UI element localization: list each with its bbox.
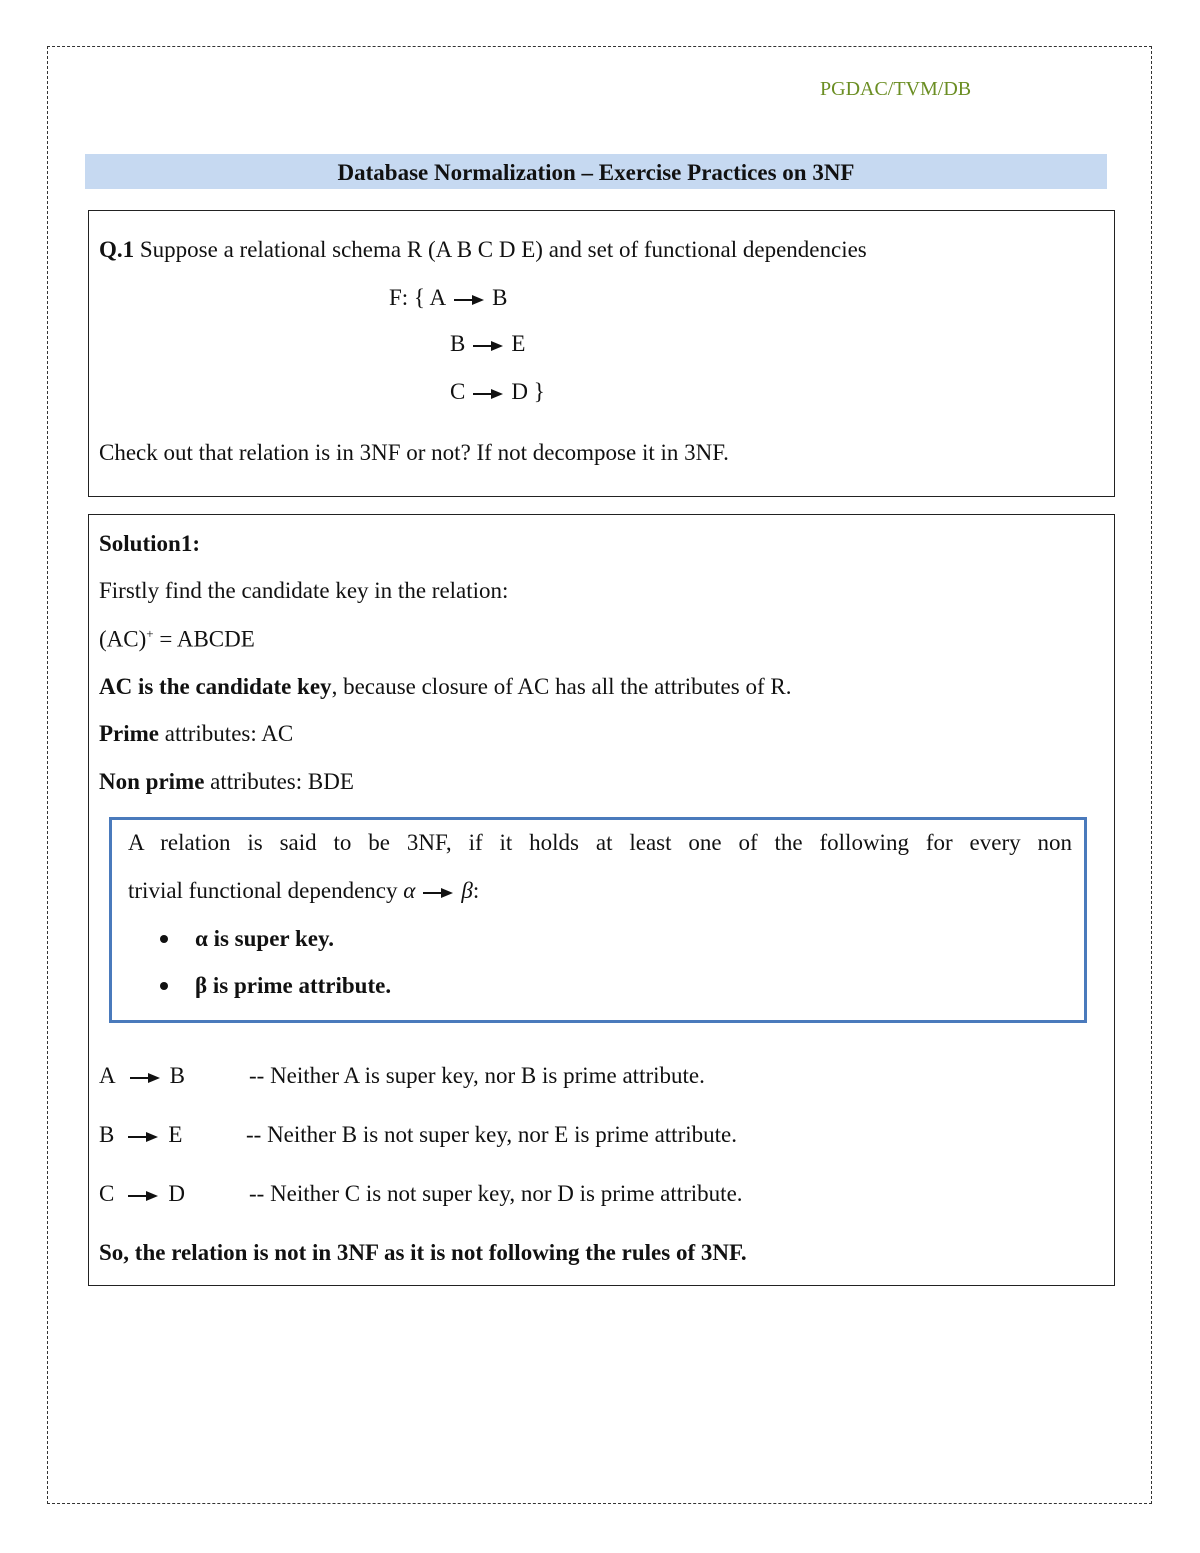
closure-eq: = (153, 626, 177, 652)
prime-rest: attributes: AC (159, 721, 294, 746)
arrow-icon (423, 888, 453, 898)
solution-box (88, 514, 1115, 1286)
arrow-icon (473, 341, 503, 351)
arrow-icon (128, 1132, 158, 1142)
fd-row (450, 379, 545, 405)
find-key-text: Firstly find the candidate key in the relation: (99, 578, 509, 603)
rule-bullet (160, 926, 334, 952)
check-row (99, 1181, 185, 1207)
candidate-key-line (99, 674, 791, 700)
rule-colon: : (472, 878, 480, 903)
fd-lhs: B (450, 331, 466, 356)
arrow-icon (130, 1073, 160, 1083)
fd-prefix: F: { (389, 285, 430, 310)
closure-rhs: ABCDE (176, 626, 255, 652)
arrow-icon (473, 389, 503, 399)
fd-rhs: E (511, 331, 526, 356)
conclusion: So, the relation is not in 3NF as it is not following the rules of 3NF. (99, 1240, 747, 1265)
rule-bullet-text: β is prime attribute. (195, 973, 392, 998)
nonprime-line (99, 769, 354, 795)
rule-bullet-text: α is super key. (195, 926, 334, 951)
document-code: PGDAC/TVM/DB (820, 78, 972, 100)
fd-rhs: D (511, 379, 528, 404)
bullet-icon (160, 935, 168, 943)
question-box (88, 210, 1115, 497)
fd-row (389, 285, 507, 311)
closure-lhs: (AC) (99, 626, 147, 652)
arrow-icon (454, 295, 484, 305)
check-lhs: C (99, 1181, 115, 1206)
nonprime-rest: attributes: BDE (204, 769, 354, 794)
rule-bullet (160, 973, 391, 999)
candidate-key-bold: AC is the candidate key (99, 674, 332, 699)
question-line (99, 237, 867, 263)
fd-suffix: } (527, 379, 545, 404)
check-rhs: D (168, 1181, 185, 1206)
fd-rhs: B (492, 285, 508, 310)
prime-bold: Prime (99, 721, 160, 746)
check-comment: -- Neither C is not super key, nor D is prime attribute. (249, 1181, 743, 1206)
check-rhs: B (169, 1063, 185, 1088)
fd-row (450, 331, 525, 357)
check-lhs: A (99, 1063, 116, 1088)
check-rhs: E (168, 1122, 183, 1147)
check-comment: -- Neither B is not super key, nor E is prime attribute. (246, 1122, 737, 1147)
page-title: Database Normalization – Exercise Practices on 3NF (85, 154, 1107, 189)
rule-box (109, 817, 1087, 1023)
question-instruction: Check out that relation is in 3NF or not? If not decompose it in 3NF. (99, 440, 729, 465)
alpha-symbol: α (403, 878, 416, 903)
fd-lhs: C (450, 379, 466, 404)
rule-line-2 (128, 878, 479, 904)
question-text: Suppose a relational schema R (A B C D E) and set of functional dependencies (134, 237, 867, 262)
solution-heading: Solution1: (99, 531, 200, 556)
check-comment: -- Neither A is super key, nor B is prime attribute. (249, 1063, 705, 1088)
fd-lhs: A (429, 285, 447, 310)
nonprime-bold: Non prime (99, 769, 205, 794)
check-row (99, 1063, 185, 1089)
check-lhs: B (99, 1122, 115, 1147)
question-label: Q.1 (99, 237, 135, 262)
candidate-key-rest: , because closure of AC has all the attributes of R. (331, 674, 792, 699)
rule-line-1: A relation is said to be 3NF, if it holds at least one of the following for every non (128, 830, 1072, 855)
prime-line (99, 721, 293, 747)
closure-sup: + (146, 626, 154, 641)
beta-symbol: β (461, 878, 473, 903)
check-row (99, 1122, 182, 1148)
rule-line-2-text: trivial functional dependency (128, 878, 404, 903)
closure-line (99, 626, 255, 653)
bullet-icon (160, 982, 168, 990)
arrow-icon (128, 1191, 158, 1201)
